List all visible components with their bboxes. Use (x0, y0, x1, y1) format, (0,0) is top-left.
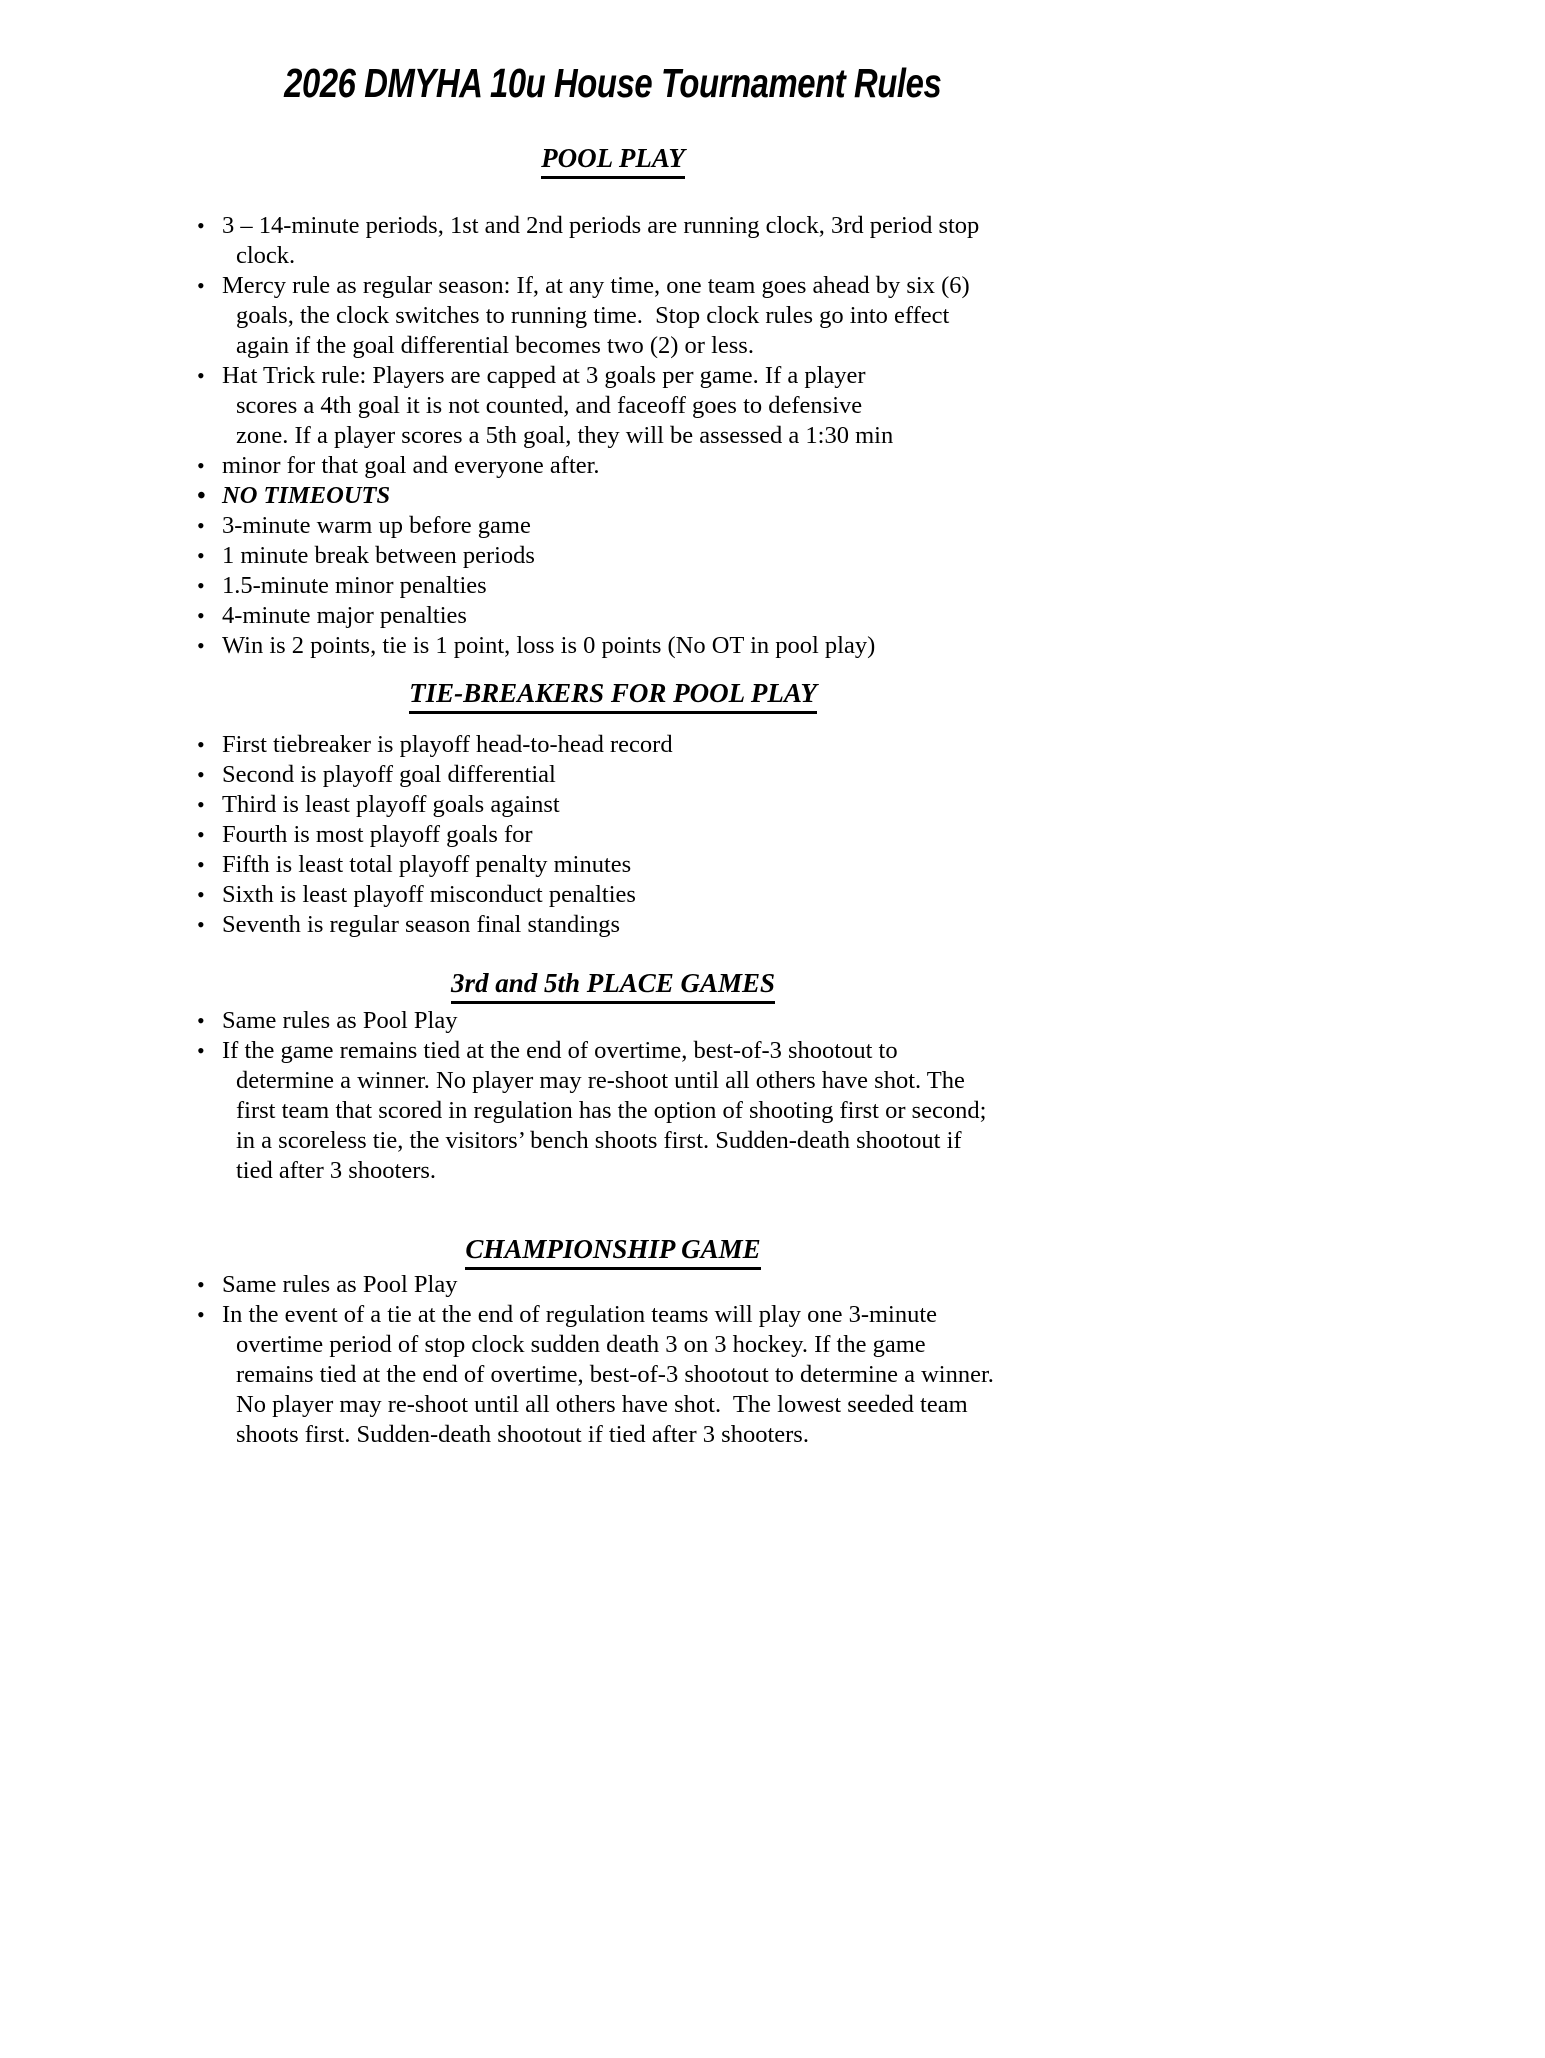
bullet-marker: • (197, 732, 205, 757)
bullet-text (222, 880, 1029, 910)
bullet-text (222, 271, 1029, 361)
bullet-item (197, 271, 1029, 361)
bullet-text-line: clock. (236, 242, 296, 269)
bullet-marker: • (197, 363, 205, 388)
bullet-text (222, 850, 1029, 880)
bullet-text (222, 601, 1029, 631)
bullet-text (222, 451, 1029, 481)
document-content (0, 58, 1029, 1450)
bullet-item (197, 880, 1029, 910)
bullet-text-line: Second is playoff goal differential (222, 761, 556, 788)
bullet-marker: • (197, 483, 206, 509)
bullet-item (197, 481, 1029, 511)
bullet-list (197, 211, 1029, 661)
bullet-text-line: zone. If a player scores a 5th goal, they will be assessed a 1:30 min (236, 422, 894, 449)
bullet-list (197, 730, 1029, 940)
bullet-text (222, 910, 1029, 940)
bullet-marker: • (197, 543, 205, 568)
section-heading-text: 3rd and 5th PLACE GAMES (451, 967, 775, 1004)
bullet-text-line: 1 minute break between periods (222, 542, 535, 569)
section-pool-play (197, 142, 1029, 661)
section-tie-breakers-for-pool-play (197, 677, 1029, 940)
bullet-marker: • (197, 852, 205, 877)
bullet-item (197, 820, 1029, 850)
bullet-item (197, 1006, 1029, 1036)
bullet-text-line: First tiebreaker is playoff head-to-head record (222, 731, 673, 758)
section-championship-game (197, 1233, 1029, 1450)
bullet-item (197, 1300, 1029, 1450)
bullet-text-line: Seventh is regular season final standings (222, 911, 621, 938)
bullet-marker: • (197, 822, 205, 847)
bullet-text (222, 571, 1029, 601)
bullet-text-line: In the event of a tie at the end of regulation teams will play one 3-minute (222, 1301, 938, 1328)
bullet-marker: • (197, 1302, 205, 1327)
bullet-text-line: 1.5-minute minor penalties (222, 572, 487, 599)
bullet-text-line: Fourth is most playoff goals for (222, 821, 533, 848)
bullet-marker: • (197, 213, 205, 238)
bullet-text (222, 361, 1029, 451)
bullet-item (197, 760, 1029, 790)
section-heading-text: POOL PLAY (541, 142, 685, 179)
bullet-text-line: 3 – 14-minute periods, 1st and 2nd periods are running clock, 3rd period stop (222, 212, 980, 239)
bullet-text-line: Same rules as Pool Play (222, 1007, 458, 1034)
bullet-text-line: determine a winner. No player may re-shoot until all others have shot. The (236, 1067, 965, 1094)
bullet-item (197, 1270, 1029, 1300)
bullet-item (197, 511, 1029, 541)
bullet-text-line: No player may re-shoot until all others have shot. The lowest seeded team (236, 1391, 968, 1418)
bullet-text-line: If the game remains tied at the end of overtime, best-of-3 shootout to (222, 1037, 898, 1064)
section-heading (197, 677, 1029, 714)
page-title-text: 2026 DMYHA 10u House Tournament Rules (284, 60, 942, 106)
bullet-text-line: remains tied at the end of overtime, best-of-3 shootout to determine a winner. (236, 1361, 994, 1388)
bullet-marker: • (197, 453, 205, 478)
bullet-text (222, 1006, 1029, 1036)
bullet-marker: • (197, 633, 205, 658)
bullet-text (222, 511, 1029, 541)
bullet-text-line: goals, the clock switches to running time. Stop clock rules go into effect (236, 302, 950, 329)
bullet-item (197, 451, 1029, 481)
bullet-marker: • (197, 762, 205, 787)
bullet-text (222, 1270, 1029, 1300)
bullet-item (197, 910, 1029, 940)
bullet-text-line: first team that scored in regulation has the option of shooting first or second; (236, 1097, 987, 1124)
bullet-text-line: 3-minute warm up before game (222, 512, 531, 539)
bullet-text (222, 760, 1029, 790)
bullet-marker: • (197, 1038, 205, 1063)
bullet-item (197, 730, 1029, 760)
bullet-marker: • (197, 513, 205, 538)
bullet-item (197, 541, 1029, 571)
bullet-text-line: Hat Trick rule: Players are capped at 3 goals per game. If a player (222, 362, 866, 389)
bullet-item (197, 361, 1029, 451)
bullet-text-line: Sixth is least playoff misconduct penalties (222, 881, 636, 908)
bullet-marker: • (197, 882, 205, 907)
document-body (197, 142, 1029, 1450)
bullet-text (222, 1300, 1029, 1450)
bullet-text-line: overtime period of stop clock sudden death 3 on 3 hockey. If the game (236, 1331, 926, 1358)
section-heading-text: TIE-BREAKERS FOR POOL PLAY (409, 677, 817, 714)
bullet-text-line: shoots first. Sudden-death shootout if tied after 3 shooters. (236, 1421, 809, 1448)
bullet-text-line: Win is 2 points, tie is 1 point, loss is 0 points (No OT in pool play) (222, 632, 876, 659)
bullet-text-line: in a scoreless tie, the visitors’ bench shoots first. Sudden-death shootout if (236, 1127, 962, 1154)
section-heading (197, 967, 1029, 1004)
bullet-marker: • (197, 603, 205, 628)
bullet-text (222, 1036, 1029, 1186)
bullet-list (197, 1006, 1029, 1186)
section-3rd-and-5th-place-games (197, 967, 1029, 1186)
bullet-text (222, 730, 1029, 760)
bullet-text (222, 631, 1029, 661)
bullet-text-line: minor for that goal and everyone after. (222, 452, 600, 479)
bullet-item (197, 850, 1029, 880)
bullet-marker: • (197, 573, 205, 598)
section-heading (197, 142, 1029, 179)
bullet-text-line: Same rules as Pool Play (222, 1271, 458, 1298)
bullet-text-line: Mercy rule as regular season: If, at any time, one team goes ahead by six (6) (222, 272, 970, 299)
bullet-text-line: NO TIMEOUTS (222, 482, 391, 509)
bullet-text (222, 820, 1029, 850)
bullet-list (197, 1270, 1029, 1450)
bullet-text-line: again if the goal differential becomes two (2) or less. (236, 332, 754, 359)
document-page (0, 58, 1545, 2058)
bullet-text (222, 790, 1029, 820)
bullet-marker: • (197, 792, 205, 817)
bullet-item (197, 790, 1029, 820)
bullet-marker: • (197, 912, 205, 937)
bullet-text (222, 541, 1029, 571)
bullet-text-line: tied after 3 shooters. (236, 1157, 437, 1184)
bullet-text-line: 4-minute major penalties (222, 602, 467, 629)
bullet-marker: • (197, 1008, 205, 1033)
section-heading-text: CHAMPIONSHIP GAME (465, 1233, 760, 1270)
section-heading (197, 1233, 1029, 1270)
bullet-marker: • (197, 273, 205, 298)
bullet-text (222, 481, 1029, 511)
page-title (197, 58, 1029, 108)
bullet-text-line: Fifth is least total playoff penalty minutes (222, 851, 632, 878)
bullet-item (197, 601, 1029, 631)
bullet-text-line: Third is least playoff goals against (222, 791, 560, 818)
bullet-text-line: scores a 4th goal it is not counted, and faceoff goes to defensive (236, 392, 863, 419)
bullet-item (197, 631, 1029, 661)
bullet-marker: • (197, 1272, 205, 1297)
bullet-item (197, 211, 1029, 271)
bullet-item (197, 1036, 1029, 1186)
bullet-text (222, 211, 1029, 271)
bullet-item (197, 571, 1029, 601)
